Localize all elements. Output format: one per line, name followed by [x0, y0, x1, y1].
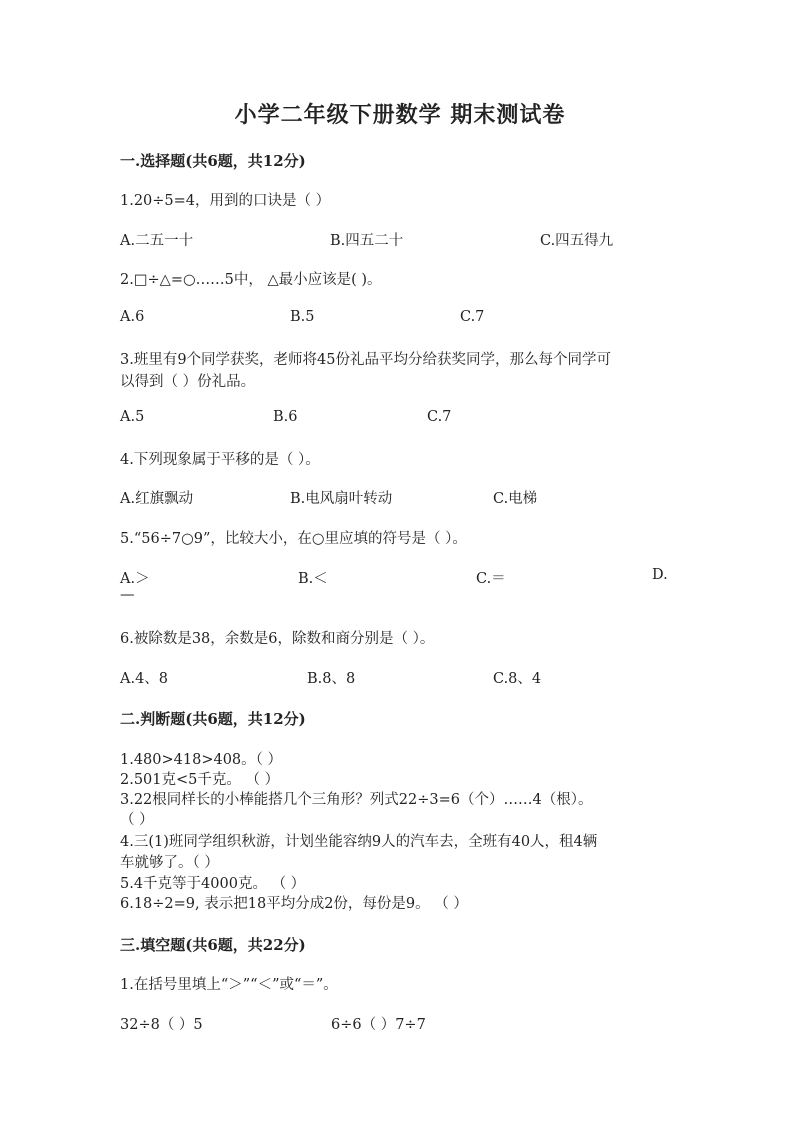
section-heading-choice: 一.选择题(共6题，共12分): [120, 152, 306, 170]
question-stem: 5.“56÷7○9”，比较大小，在○里应填的符号是（ ）。: [120, 531, 467, 547]
judgement-item: 4.三(1)班同学组织秋游，计划坐能容纳9人的汽车去，全班有40人，租4辆: [120, 834, 598, 850]
question-stem-line1: 3.班里有9个同学获奖，老师将45份礼品平均分给获奖同学，那么每个同学可: [120, 352, 612, 368]
option-b: B.＜: [298, 571, 328, 587]
judgement-item: 5.4千克等于4000克。 （ ）: [120, 876, 306, 892]
option-c: C.＝: [476, 571, 506, 587]
option-b: B.8、8: [307, 671, 356, 687]
question-stem: 4.下列现象属于平移的是（ ）。: [120, 452, 320, 468]
option-a: A.4、8: [120, 671, 169, 687]
option-a: A.5: [120, 409, 145, 425]
option-b: B.6: [273, 409, 298, 425]
question-stem: 1.20÷5=4，用到的口诀是（ ）: [120, 193, 331, 209]
judgement-item: 3.22根同样长的小棒能搭几个三角形？列式22÷3=6（个）……4（根）。: [120, 792, 593, 808]
fill-expression: 6÷6（ ）7÷7: [331, 1017, 426, 1033]
judgement-item-continuation: 车就够了。（ ）: [120, 855, 219, 871]
option-a: A.红旗飘动: [120, 491, 194, 507]
section-heading-judgement: 二.判断题(共6题，共12分): [120, 710, 306, 728]
option-c: C.电梯: [493, 491, 538, 507]
option-a: A.二五一十: [120, 233, 194, 249]
judgement-item: 2.501克<5千克。 （ ）: [120, 772, 280, 788]
option-c: C.8、4: [493, 671, 542, 687]
option-b: B.5: [290, 309, 315, 325]
option-d-continuation: —: [120, 587, 135, 603]
option-c: C.四五得九: [540, 233, 614, 249]
option-a: A.＞: [120, 571, 150, 587]
judgement-item: 1.480>418>408。（ ）: [120, 752, 283, 768]
option-b: B.四五二十: [330, 233, 404, 249]
fill-expression: 32÷8（ ）5: [120, 1017, 203, 1033]
question-stem: 2.□÷△=○……5中， △最小应该是( )。: [120, 272, 382, 288]
option-a: A.6: [120, 309, 145, 325]
option-d: D.: [652, 567, 668, 583]
page-title: 小学二年级下册数学 期末测试卷: [234, 102, 566, 128]
judgement-item: 6.18÷2=9, 表示把18平均分成2份，每份是9。 （ ）: [120, 896, 468, 912]
option-c: C.7: [427, 409, 452, 425]
fill-item: 1.在括号里填上“＞”“＜”或“＝”。: [120, 977, 338, 993]
option-c: C.7: [460, 309, 485, 325]
judgement-item-continuation: （ ）: [120, 812, 154, 828]
section-heading-fill: 三.填空题(共6题，共22分): [120, 936, 306, 954]
option-b: B.电风扇叶转动: [290, 491, 393, 507]
question-stem-line2: 以得到（ ）份礼品。: [120, 374, 256, 390]
question-stem: 6.被除数是38，余数是6，除数和商分别是（ ）。: [120, 631, 435, 647]
